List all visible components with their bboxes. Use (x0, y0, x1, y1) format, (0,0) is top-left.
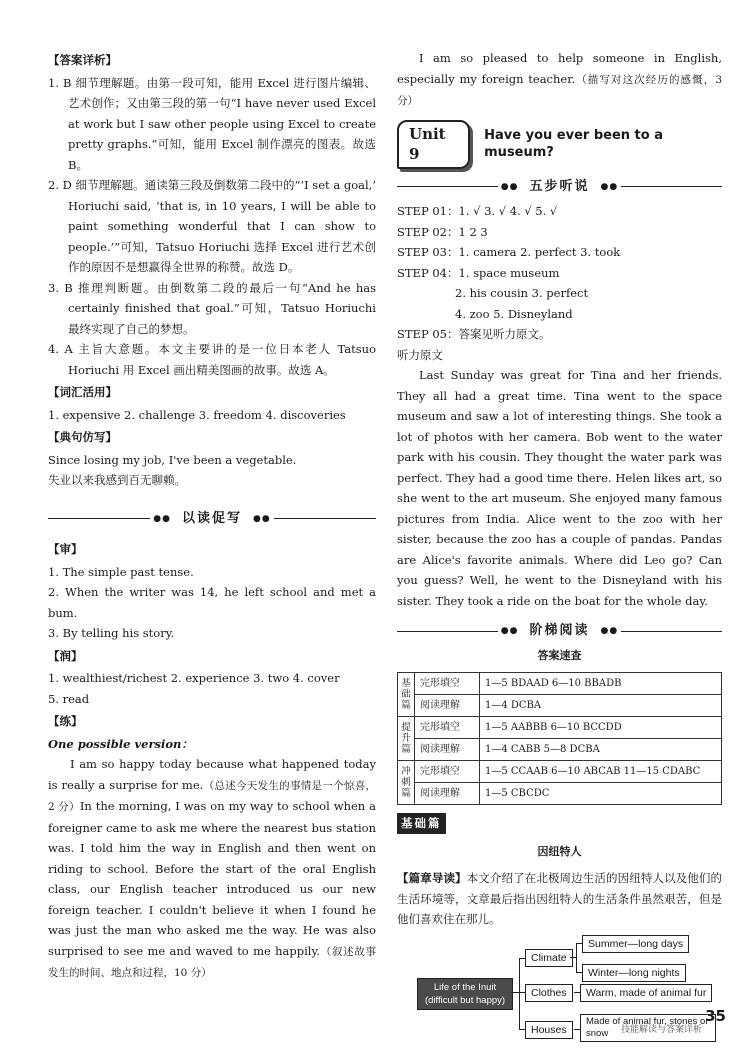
section-listening: ●● 五步听说 ●● (397, 177, 722, 198)
shen-item: 2. When the writer was 14, he left school and met a bum. (48, 585, 376, 620)
transcript-heading: 听力原文 (397, 347, 443, 362)
unit-title: Have you ever been to a museum? (484, 128, 664, 160)
step-02: STEP 02：1 2 3 (397, 224, 488, 239)
section-title-text: 五步听说 (529, 178, 590, 194)
answer-values: 1—5 CBCDC (480, 783, 722, 805)
guide-body: 本文介绍了在北极周边生活的因纽特人以及他们的生活环境等，文章最后指出因纽特人的生活条件虽然艰苦，但是他们喜欢住在那儿。 (397, 871, 723, 926)
section-reading-writing: ●● 以读促写 ●● (48, 509, 376, 530)
right-column (397, 48, 722, 1048)
mindmap-climate: Climate (525, 949, 573, 967)
unit-header (397, 120, 722, 169)
step-04-cont: 2. his cousin 3. perfect (455, 286, 589, 300)
lian-heading: 【练】 (48, 714, 83, 728)
page-number: 35 (705, 1006, 726, 1025)
footer-text: 技能解读与答案详析 (620, 1024, 702, 1035)
answer-table-row (398, 673, 722, 695)
shen-item: 1. The simple past tense. (48, 564, 194, 579)
step-04-cont: 4. zoo 5. Disneyland (455, 306, 573, 321)
answer-group-label: 提 升 篇 (398, 717, 415, 761)
step-04: STEP 04：1. space museum (397, 265, 560, 280)
essay-note-2: （叙述故事发生的时间、地点和过程，10 分） (48, 945, 377, 979)
step-05: STEP 05：答案见听力原文。 (397, 327, 551, 341)
answer-item: 1. B 细节理解题。由第一段可知，能用 Excel 进行图片编辑、艺术创作；又由第三段的第一句“I have never used Excel at work but I saw other people using Excel to create pretty graphs.”可知，能用 Excel 制作漂亮的图表。故选 B。 (48, 75, 376, 172)
passage-title: 因纽特人 (537, 844, 582, 858)
answer-table-row (398, 761, 722, 783)
run-heading: 【润】 (48, 648, 83, 663)
answer-group-label: 冲 刺 篇 (398, 761, 415, 805)
guide-text (397, 868, 722, 930)
section-title-text: 以读促写 (182, 510, 243, 526)
answer-values: 1—4 CABB 5—8 DCBA (480, 739, 722, 761)
answer-item: 3. B 推理判断题。由倒数第二段的最后一句“And he has certainly finished that goal.”可知，Tatsuo Horiuchi 最终实现了自己的梦想。 (48, 280, 376, 336)
answer-table-row (398, 717, 722, 739)
step-03: STEP 03：1. camera 2. perfect 3. took (397, 245, 621, 259)
answer-kind: 阅读理解 (415, 783, 480, 805)
mindmap-summer: Summer—long days (582, 935, 689, 953)
vocab-answers: 1. expensive 2. challenge 3. freedom 4. discoveries (48, 407, 346, 422)
answers-heading: 【答案详析】 (48, 53, 117, 67)
transcript-text: Last Sunday was great for Tina and her friends. They all had a great time. Tina went to the space museum and saw a lot of interesting things. She took a lot of photos with her camera. Bob went to the water park with his cousin. They thought the water park was perfect. They had a good time there. Helen likes art, so she went to the art museum. She enjoyed many famous pictures from India. Alice went to the zoo with her sister, because the zoo has a couple of pandas. Pandas are Alice's favorite animals. Where did Leo go? Can you guess? Well, he went to the Disneyland with his sister. They took a ride on the boat for the whole day. (397, 368, 722, 608)
quick-answers-title: 答案速查 (537, 648, 582, 662)
answer-kind: 完形填空 (415, 761, 480, 783)
imitate-sentence: Since losing my job, I've been a vegetable. (48, 452, 297, 467)
answer-item: 2. D 细节理解题。通读第三段及倒数第二段中的“‘I set a goal,’ Horiuchi said, ‘that is, in 10 years, I will be able to paint something wonderful that I can show to people.’”可知，Tatsuo Horiuchi 选择 Excel 进行艺术创作的原因不是想赢得全世界的称赞。故选 D。 (48, 178, 376, 274)
vocab-heading: 【词汇活用】 (48, 385, 117, 399)
shen-item: 3. By telling his story. (48, 626, 175, 640)
imitate-translation: 失业以来我感到百无聊赖。 (48, 473, 186, 487)
mindmap-houses: Houses (525, 1021, 573, 1039)
basic-level-tag: 基础篇 (397, 813, 446, 834)
mindmap-root: Life of the Inuit (difficult but happy) (417, 978, 513, 1010)
answer-values: 1—5 BDAAD 6—10 BBADB (480, 673, 722, 695)
guide-label: 【篇章导读】 (397, 871, 467, 885)
section-ladder-reading: ●● 阶梯阅读 ●● (397, 621, 722, 642)
essay-part-2: In the morning, I was on my way to school when a foreigner came to ask me where the nearest bus station was. I told him the way in English and then went on riding to school. Before the start of the oral English class, our English teacher introduced us our new foreign teacher. I couldn't believe it when I found he was just the man who asked me the way. He was also surprised to see me and waved to me happily. (48, 799, 376, 958)
mindmap-clothes-desc: Warm, made of animal fur (580, 984, 712, 1002)
essay-ending (397, 48, 722, 112)
essay-text (48, 754, 376, 984)
essay-ending-note: （描写对这次经历的感慨，3 分） (397, 73, 722, 107)
version-title: One possible version： (48, 736, 193, 751)
answer-table-row (398, 739, 722, 761)
answer-values: 1—4 DCBA (480, 695, 722, 717)
essay-part-1: I am so happy today because what happened today is really a surprise for me. (48, 757, 376, 792)
answer-kind: 完形填空 (415, 717, 480, 739)
answer-kind: 阅读理解 (415, 695, 480, 717)
mindmap-houses-desc: Made of animal fur, stones or snow (580, 1014, 716, 1042)
mindmap-winter: Winter—long nights (582, 964, 686, 982)
step-01: STEP 01：1. √ 3. √ 4. √ 5. √ (397, 204, 558, 218)
answer-kind: 完形填空 (415, 673, 480, 695)
shen-heading: 【审】 (48, 542, 83, 556)
answer-table (397, 672, 722, 805)
answer-values: 1—5 AABBB 6—10 BCCDD (480, 717, 722, 739)
answer-table-row (398, 783, 722, 805)
answer-item: 4. A 主旨大意题。本文主要讲的是一位日本老人 Tatsuo Horiuchi 用 Excel 画出精美图画的故事。故选 A。 (48, 342, 376, 377)
run-answers-2: 5. read (48, 691, 90, 706)
section-title-text: 阶梯阅读 (529, 623, 590, 638)
unit-label: Unit 9 (397, 120, 470, 169)
answer-group-label: 基 础 篇 (398, 673, 415, 717)
imitate-heading: 【典句仿写】 (48, 430, 117, 444)
run-answers: 1. wealthiest/richest 2. experience 3. two 4. cover (48, 671, 340, 685)
left-column (48, 48, 376, 984)
answer-table-row (398, 695, 722, 717)
answer-values: 1—5 CCAAB 6—10 ABCAB 11—15 CDABC (480, 761, 722, 783)
mindmap-clothes: Clothes (525, 984, 573, 1002)
essay-ending-text: I am so pleased to help someone in English, especially my foreign teacher. (397, 51, 722, 86)
answer-kind: 阅读理解 (415, 739, 480, 761)
essay-note-1: （总述今天发生的事情是一个惊喜，2 分） (48, 779, 376, 813)
